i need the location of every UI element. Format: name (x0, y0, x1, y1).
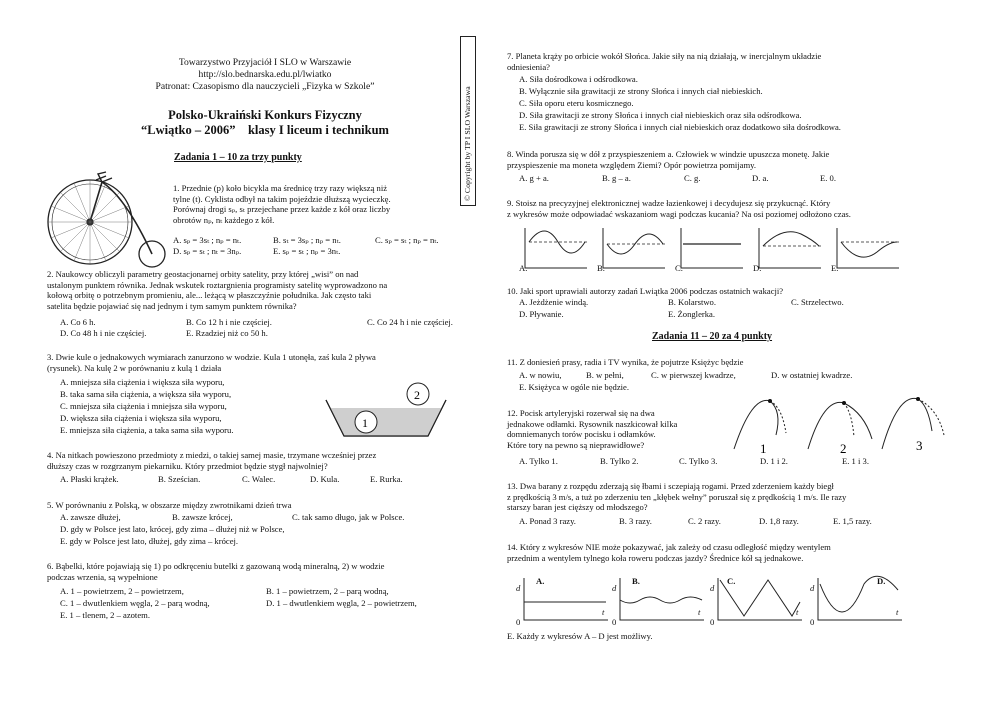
q3-answer-d[interactable]: D. większa siła ciążenia i większa siła wyporu, (60, 413, 222, 423)
q10-answer-a[interactable]: A. Jeżdżenie windą. (519, 297, 589, 307)
ball-2-label: 2 (414, 388, 420, 402)
q9-answer-a[interactable]: A. (519, 263, 528, 273)
q14-answer-c[interactable]: C. (727, 576, 736, 586)
q13-line: starszy baran jest cięższy od młodszego? (507, 502, 648, 513)
q9-answer-d[interactable]: D. (753, 263, 762, 273)
question-8 (507, 149, 829, 170)
contest-url: http://slo.bednarska.edu.pl/lwiatko (198, 68, 332, 80)
section-2-heading: Zadania 11 – 20 za 4 punkty (652, 331, 773, 342)
q13-line: 13. Dwa barany z rozpędu zderzają się łbami i sczepiają rogami. Przed zderzeniem każdy biegł (507, 481, 834, 491)
title-line-2: “Lwiątko – 2006” klasy I liceum i technikum (141, 122, 389, 137)
q11-answer-b[interactable]: B. w pełni, (586, 370, 624, 380)
question-2 (47, 269, 387, 311)
q7-answer-b[interactable]: B. Wyłącznie siła grawitacji ze strony Słońca i innych ciał niebieskich. (519, 86, 763, 96)
q2-line: kołową orbitę o potrzebnym promieniu, ale... leżącą w płaszczyźnie południka. Jak często taki (47, 290, 372, 301)
axis-d-label: d (612, 583, 617, 593)
q13-answer-a[interactable]: A. Ponad 3 razy. (519, 516, 576, 526)
q12-line: jednakowe odłamki. Rysownik naszkicował kilka (507, 418, 678, 429)
q12-line: 12. Pocisk artyleryjski rozerwał się na dwa (507, 408, 655, 418)
axis-d-label: d (810, 583, 815, 593)
q12-answer-c[interactable]: C. Tylko 3. (679, 456, 718, 466)
q8-line: przyspieszenie ma moneta względem Ziemi? Opór powietrza pomijamy. (507, 159, 757, 170)
q11-answer-d[interactable]: D. w ostatniej kwadrze. (771, 370, 853, 380)
q6-answer-b[interactable]: B. 1 – powietrzem, 2 – parą wodną, (266, 586, 389, 596)
origin-label: 0 (810, 617, 815, 627)
section-1-heading: Zadania 1 – 10 za trzy punkty (174, 152, 302, 163)
q9-answer-c[interactable]: C. (675, 263, 683, 273)
q13-line: z prędkością 3 m/s, a tuż po zderzeniu ten „kłębek wełny” poruszał się z prędkością 1 m/s. Ile razy (507, 491, 847, 502)
q2-answer-d[interactable]: D. Co 48 h i nie częściej. (60, 328, 147, 338)
q5-answer-c[interactable]: C. tak samo długo, jak w Polsce. (292, 512, 405, 522)
axis-d-label: d (516, 583, 521, 593)
q1-answer-d[interactable]: D. sₚ = sₜ ; nₜ = 3nₚ. (173, 246, 242, 256)
q6-answer-e[interactable]: E. 1 – tlenem, 2 – azotem. (60, 610, 150, 620)
q14-answer-e[interactable]: E. Każdy z wykresów A – D jest możliwy. (507, 631, 653, 641)
q12-line: Które tory na pewno są nieprawidłowe? (507, 439, 645, 450)
q12-answer-b[interactable]: B. Tylko 2. (600, 456, 639, 466)
q1-answer-b[interactable]: B. sₜ = 3sₚ ; nₚ = nₜ. (273, 235, 341, 245)
q4-answer-a[interactable]: A. Płaski krążek. (60, 474, 119, 484)
q9-answer-b[interactable]: B. (597, 263, 605, 273)
q3-line: 3. Dwie kule o jednakowych wymiarach zanurzono w wodzie. Kula 1 utonęła, zaś kula 2 pływa (47, 352, 376, 362)
question-9 (507, 198, 851, 219)
q13-answer-c[interactable]: C. 2 razy. (688, 516, 721, 526)
trajectory-1-label: 1 (760, 441, 767, 456)
q7-answer-a[interactable]: A. Siła dośrodkowa i odśrodkowa. (519, 74, 638, 84)
q10-answer-e[interactable]: E. Żonglerka. (668, 309, 716, 319)
question-13 (507, 481, 846, 513)
q1-line: 1. Przednie (p) koło bicykla ma średnicę trzy razy większą niż (173, 183, 388, 193)
q2-line: 2. Naukowcy obliczyli parametry geostacjonarnej orbity satelity, przy której „wisi” on nad (47, 269, 359, 279)
q12-answer-a[interactable]: A. Tylko 1. (519, 456, 558, 466)
org-name: Towarzystwo Przyjaciół I SLO w Warszawie (178, 57, 352, 68)
q9-line: z wykresów może odpowiadać wskazaniom wagi podczas kucania? Na osi poziomej odłożono czas. (507, 208, 851, 219)
q13-answer-b[interactable]: B. 3 razy. (619, 516, 652, 526)
ball-1-label: 1 (362, 416, 368, 430)
q4-answer-d[interactable]: D. Kula. (310, 474, 340, 484)
q3-answer-c[interactable]: C. mniejsza siła ciążenia i mniejsza siła wyporu, (60, 401, 227, 411)
q2-line: satelita będzie pojawiać się nad jednym i tym samym punktem równika? (47, 300, 297, 311)
origin-label: 0 (710, 617, 715, 627)
q8-answer-c[interactable]: C. g. (684, 173, 701, 183)
question-12 (507, 408, 677, 450)
q4-line: dłuższy czas w rozgrzanym piekarniku. Który przedmiot będzie stygł najwolniej? (47, 460, 328, 471)
question-4 (47, 450, 376, 471)
q3-answer-a[interactable]: A. mniejsza siła ciążenia i większa siła wyporu, (60, 377, 225, 387)
axis-t-label: t (698, 607, 701, 617)
q12-trajectories (728, 393, 948, 457)
q10-answer-d[interactable]: D. Pływanie. (519, 309, 564, 319)
q7-answer-d[interactable]: D. Siła grawitacji ze strony Słońca i innych ciał niebieskich oraz siła odśrodkowa. (519, 110, 802, 120)
question-1 (173, 183, 391, 225)
q1-line: Porównaj drogi sₚ, sₜ przejechane przez każde z kół oraz liczby (173, 204, 391, 215)
question-6 (47, 561, 384, 582)
q13-answer-e[interactable]: E. 1,5 razy. (833, 516, 872, 526)
q2-line: ustalonym punktem równika. Jednak wskutek roztargnienia programisty satelitę wyprowadzono na (47, 279, 388, 290)
axis-t-label: t (796, 607, 799, 617)
q2-answer-a[interactable]: A. Co 6 h. (60, 317, 96, 327)
q10-answer-b[interactable]: B. Kolarstwo. (668, 297, 716, 307)
q11-answer-e[interactable]: E. Księżyca w ogóle nie będzie. (519, 382, 630, 392)
water-vessel-figure (320, 372, 452, 442)
origin-label: 0 (516, 617, 521, 627)
q8-answer-d[interactable]: D. a. (752, 173, 769, 183)
q12-answer-e[interactable]: E. 1 i 3. (842, 456, 869, 466)
q4-answer-e[interactable]: E. Rurka. (370, 474, 403, 484)
q2-answer-b[interactable]: B. Co 12 h i nie częściej. (186, 317, 272, 327)
q1-answer-c[interactable]: C. sₚ = sₜ ; nₚ = nₜ. (375, 235, 439, 245)
axis-d-label: d (710, 583, 715, 593)
axis-t-label: t (896, 607, 899, 617)
q12-answer-d[interactable]: D. 1 i 2. (760, 456, 788, 466)
q14-answer-b[interactable]: B. (632, 576, 640, 586)
q7-line: odniesienia? (507, 61, 550, 72)
trajectory-2-label: 2 (840, 441, 847, 456)
question-3 (47, 352, 376, 373)
question-11: 11. Z doniesień prasy, radia i TV wynika, że pojutrze Księżyc będzie (507, 357, 744, 367)
q14-line: przednim a wentylem tylnego koła roweru podczas jazdy? Średnice kół są jednakowe. (507, 552, 804, 563)
q5-answer-b[interactable]: B. zawsze krócej, (172, 512, 233, 522)
q8-answer-a[interactable]: A. g + a. (519, 173, 549, 183)
header (110, 57, 420, 92)
q3-line: (rysunek). Na kulę 2 w porównaniu z kulą 1 działa (47, 362, 222, 373)
q5-answer-d[interactable]: D. gdy w Polsce jest lato, krócej, gdy zima – dłużej niż w Polsce, (60, 524, 285, 534)
q5-answer-a[interactable]: A. zawsze dłużej, (60, 512, 121, 522)
q4-line: 4. Na nitkach powieszono przedmioty z miedzi, o takiej samej masie, trzymane wcześniej przez (47, 450, 377, 460)
question-14 (507, 542, 831, 563)
q13-answer-d[interactable]: D. 1,8 razy. (759, 516, 799, 526)
q6-line: podczas wrzenia, są wypełnione (47, 571, 158, 582)
q5-answer-e[interactable]: E. gdy w Polsce jest lato, dłużej, gdy zima – krócej. (60, 536, 239, 546)
copyright-box (460, 36, 476, 206)
axis-t-label: t (602, 607, 605, 617)
q1-line: obrotów nₚ, nₜ każdego z kół. (173, 214, 275, 225)
penny-farthing-figure (46, 168, 168, 270)
q10-answer-c[interactable]: C. Strzelectwo. (791, 297, 844, 307)
q4-answer-b[interactable]: B. Sześcian. (158, 474, 201, 484)
q3-answer-b[interactable]: B. taka sama siła ciążenia, a większa siła wyporu, (60, 389, 232, 399)
q9-graphs (517, 222, 917, 274)
q14-line: 14. Który z wykresów NIE może pokazywać, jak zależy od czasu odległość między wentylem (507, 542, 831, 552)
title-line-1: Polsko-Ukraiński Konkurs Fizyczny (168, 108, 362, 122)
q12-line: domniemanych torów pocisku i odłamków. (507, 429, 656, 440)
q3-answer-e[interactable]: E. mniejsza siła ciążenia, a taka sama siła wyporu. (60, 425, 234, 435)
patron-line: Patronat: Czasopismo dla nauczycieli „Fizyka w Szkole” (155, 80, 375, 92)
q2-answer-c[interactable]: C. Co 24 h i nie częściej. (367, 317, 453, 327)
q7-answer-e[interactable]: E. Siła grawitacji ze strony Słońca i innych ciał niebieskich oraz dodatkowo siła dośrodkowa. (519, 122, 841, 132)
q11-answer-a[interactable]: A. w nowiu, (519, 370, 562, 380)
q4-answer-c[interactable]: C. Walec. (242, 474, 276, 484)
q14-graphs (508, 570, 928, 630)
q6-answer-a[interactable]: A. 1 – powietrzem, 2 – powietrzem, (60, 586, 184, 596)
copyright-text: © Copyright by TP I SLO Warszawa (463, 86, 472, 201)
q8-answer-b[interactable]: B. g – a. (602, 173, 631, 183)
q7-answer-c[interactable]: C. Siła oporu eteru kosmicznego. (519, 98, 634, 108)
q8-answer-e[interactable]: E. 0. (820, 173, 836, 183)
q1-answer-a[interactable]: A. sₚ = 3sₜ ; nₚ = nₜ. (173, 235, 242, 245)
q9-answer-e[interactable]: E. (831, 263, 839, 273)
origin-label: 0 (612, 617, 617, 627)
question-7 (507, 51, 821, 72)
q1-line: tylne (t). Cyklista odbył na takim pojeździe dłuższą wycieczkę. (173, 193, 391, 204)
question-5: 5. W porównaniu z Polską, w obszarze między zwrotnikami dzień trwa (47, 500, 292, 510)
q11-answer-c[interactable]: C. w pierwszej kwadrze, (651, 370, 736, 380)
q2-answer-e[interactable]: E. Rzadziej niż co 50 h. (186, 328, 268, 338)
q1-answer-e[interactable]: E. sₚ = sₜ ; nₚ = 3nₜ. (273, 246, 341, 256)
q14-answer-d[interactable]: D. (877, 576, 886, 586)
q6-answer-d[interactable]: D. 1 – dwutlenkiem węgla, 2 – powietrzem, (266, 598, 417, 608)
contest-title (110, 108, 420, 137)
q8-line: 8. Winda porusza się w dół z przyspieszeniem a. Człowiek w windzie upuszcza monetę. Jakie (507, 149, 830, 159)
trajectory-3-label: 3 (916, 438, 923, 453)
q7-line: 7. Planeta krąży po orbicie wokół Słońca. Jakie siły na nią działają, w inercjalnym układzie (507, 51, 822, 61)
q14-answer-a[interactable]: A. (536, 576, 545, 586)
q6-answer-c[interactable]: C. 1 – dwutlenkiem węgla, 2 – parą wodną, (60, 598, 210, 608)
q9-line: 9. Stoisz na precyzyjnej elektronicznej wadze łazienkowej i decydujesz się przykucnąć. Który (507, 198, 831, 208)
question-10: 10. Jaki sport uprawiali autorzy zadań Lwiątka 2006 podczas ostatnich wakacji? (507, 286, 784, 296)
q6-line: 6. Bąbelki, które pojawiają się 1) po odkręceniu butelki z gazowaną wodą mineralną, 2) w wodzie (47, 561, 385, 571)
